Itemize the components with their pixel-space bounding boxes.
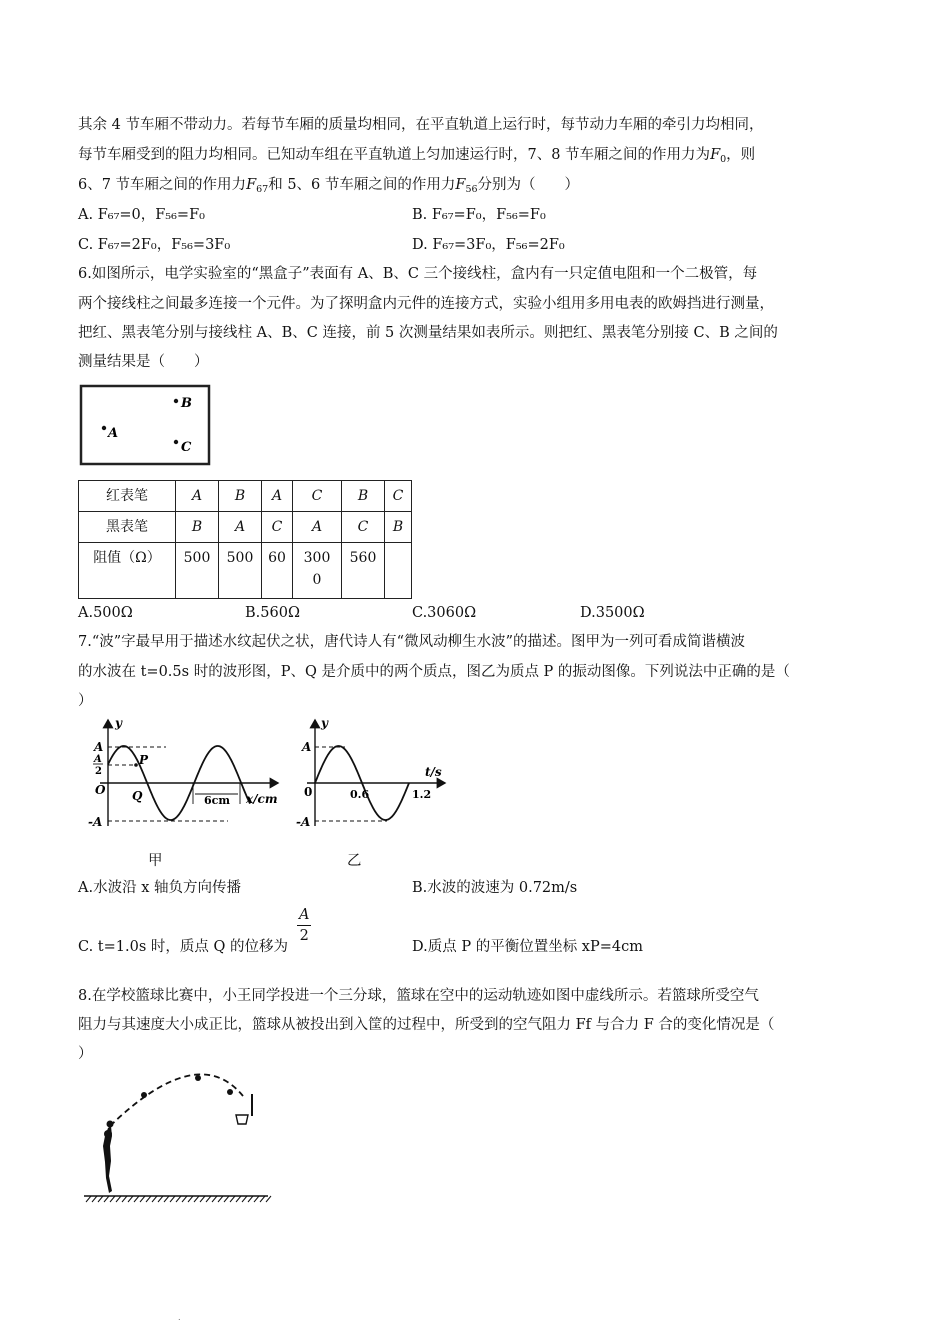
q5-option-b[interactable]: B. F₆₇=F₀，F₅₆=F₀	[412, 207, 546, 223]
table-cell: 60	[262, 543, 293, 599]
y-label: y	[115, 716, 122, 730]
origin-label: O	[95, 783, 106, 797]
q5-option-c[interactable]: C. F₆₇=2F₀，F₅₆=3F₀	[78, 237, 231, 253]
table-cell: C	[293, 481, 342, 512]
measurement-table	[78, 480, 412, 599]
q5-line-2-end: ，则	[726, 147, 756, 163]
tick-12-label: 1.2	[412, 788, 432, 801]
ground-hatch	[86, 1196, 271, 1202]
origin-label: 0	[304, 785, 313, 799]
t-unit-label: t/s	[425, 765, 442, 779]
figure-caption-jia: 甲	[148, 853, 163, 869]
q6-option-a[interactable]: A.500Ω	[78, 605, 133, 621]
q7-option-c-fraction	[297, 905, 311, 946]
q5-f56-var: F	[455, 177, 466, 193]
terminal-a-label: A	[108, 426, 119, 441]
neg-amp-label: -A	[296, 815, 311, 829]
q7-option-c[interactable]: C. t=1.0s 时，质点 Q 的位移为	[78, 939, 288, 955]
table-cell: B	[342, 481, 385, 512]
page-dot: .	[178, 1313, 181, 1322]
table-cell: B	[385, 512, 412, 543]
y-label: y	[321, 716, 328, 730]
q6-line-1: 6.如图所示，电学实验室的“黑盒子”表面有 A、B、C 三个接线柱，盒内有一只定值电阻和一个二极管，每	[78, 266, 758, 282]
q5-line-2-text: 每节车厢受到的阻力均相同。已知动车组在平直轨道上匀加速运行时，7、8 节车厢之间的作用力为	[78, 147, 711, 163]
q6-line-2: 两个接线柱之间最多连接一个元件。为了探明盒内元件的连接方式，实验小组用多用电表的欧姆挡进行测量，	[78, 296, 774, 312]
q5-option-a[interactable]: A. F₆₇=0，F₅₆=F₀	[78, 207, 205, 223]
wave-figure-jia	[78, 714, 288, 839]
q5-f67-var: F	[246, 177, 257, 193]
table-cell	[385, 543, 412, 599]
q5-line-3	[78, 175, 579, 200]
q5-line-3-a: 6、7 节车厢之间的作用力	[78, 177, 247, 193]
half-amp-den: 2	[95, 766, 102, 777]
q5-f0-var: F	[710, 147, 721, 163]
q7-line-1: 7.“波”字最早用于描述水纹起伏之状，唐代诗人有“微风动柳生水波”的描述。图甲为一列可看成简谐横波	[78, 634, 745, 650]
trajectory-dashed	[110, 1074, 243, 1126]
ball	[227, 1089, 233, 1095]
hoop-net	[236, 1115, 248, 1124]
point-q-label: Q	[132, 789, 143, 803]
q6-line-3: 把红、黑表笔分别与接线柱 A、B、C 连接，前 5 次测量结果如表所示。则把红、黑表笔分别接 C、B 之间的	[78, 325, 778, 341]
terminal-a-dot	[102, 426, 106, 430]
q7-line-3: ）	[78, 693, 93, 709]
terminal-b-dot	[174, 399, 178, 403]
span-label: 6cm	[204, 794, 230, 807]
ball	[195, 1075, 201, 1081]
basketball-figure	[78, 1066, 278, 1211]
half-amp-num: A	[94, 754, 102, 765]
table-row-red-probe	[79, 481, 412, 512]
q5-f0-sub: 0	[720, 154, 727, 165]
table-cell: 阻值（Ω）	[79, 543, 176, 599]
q6-option-d[interactable]: D.3500Ω	[580, 605, 645, 621]
ball	[107, 1121, 114, 1128]
x-unit-label: x/cm	[246, 792, 278, 806]
black-box-figure	[78, 382, 228, 472]
tick-06-label: 0.6	[350, 788, 370, 801]
point-p-label: P	[139, 753, 149, 767]
table-cell: 黑表笔	[79, 512, 176, 543]
table-cell: 500	[176, 543, 219, 599]
table-row-black-probe	[79, 512, 412, 543]
table-cell: C	[262, 512, 293, 543]
q8-line-1: 8.在学校篮球比赛中，小王同学投进一个三分球，篮球在空中的运动轨迹如图中虚线所示。若篮球所受空气	[78, 988, 759, 1004]
q7-option-a[interactable]: A.水波沿 x 轴负方向传播	[78, 880, 241, 896]
amp-label: A	[94, 740, 104, 754]
terminal-b-label: B	[181, 396, 192, 411]
fraction-denominator: 2	[299, 928, 309, 944]
table-cell: 560	[342, 543, 385, 599]
player-head	[104, 1130, 112, 1138]
table-cell: A	[262, 481, 293, 512]
q7-option-b[interactable]: B.水波的波速为 0.72m/s	[412, 880, 578, 896]
terminal-c-label: C	[181, 440, 192, 455]
q5-option-d[interactable]: D. F₆₇=3F₀，F₅₆=2F₀	[412, 237, 565, 253]
table-cell: B	[176, 512, 219, 543]
table-cell: 500	[219, 543, 262, 599]
table-cell: 300 0	[293, 543, 342, 599]
q6-option-c[interactable]: C.3060Ω	[412, 605, 477, 621]
amp-label: A	[302, 740, 312, 754]
table-row-resistance	[79, 543, 412, 599]
table-cell: A	[293, 512, 342, 543]
table-cell: 红表笔	[79, 481, 176, 512]
terminal-c-dot	[174, 440, 178, 444]
table-cell: B	[219, 481, 262, 512]
table-cell: C	[342, 512, 385, 543]
q7-line-2: 的水波在 t=0.5s 时的波形图，P、Q 是介质中的两个质点，图乙为质点 P 的振动图像。下列说法中正确的是（	[78, 664, 790, 680]
q5-line-1: 其余 4 节车厢不带动力。若每节车厢的质量均相同，在平直轨道上运行时，每节动力车厢的牵引力均相同，	[78, 117, 764, 133]
table-cell: A	[176, 481, 219, 512]
q5-line-3-b: 和 5、6 节车厢之间的作用力	[268, 177, 456, 193]
q8-line-3: ）	[78, 1046, 93, 1062]
q6-line-4: 测量结果是（ ）	[78, 354, 209, 370]
fraction-numerator: A	[297, 905, 311, 926]
neg-amp-label: -A	[88, 815, 103, 829]
q5-line-2	[78, 145, 755, 170]
q5-f67-sub: 67	[256, 184, 269, 195]
vibration-figure-yi	[295, 714, 455, 839]
q7-option-d[interactable]: D.质点 P 的平衡位置坐标 xP=4cm	[412, 939, 643, 955]
figure-caption-yi: 乙	[347, 853, 362, 869]
table-cell: C	[385, 481, 412, 512]
q6-option-b[interactable]: B.560Ω	[245, 605, 300, 621]
table-cell: A	[219, 512, 262, 543]
point-p	[134, 763, 138, 767]
q8-line-2: 阻力与其速度大小成正比，篮球从被投出到入筐的过程中，所受到的空气阻力 Ff 与合力 F 合的变化情况是（	[78, 1017, 775, 1033]
ball	[141, 1092, 147, 1098]
q5-f56-sub: 56	[465, 184, 478, 195]
q5-line-3-c: 分别为（ ）	[477, 177, 580, 193]
